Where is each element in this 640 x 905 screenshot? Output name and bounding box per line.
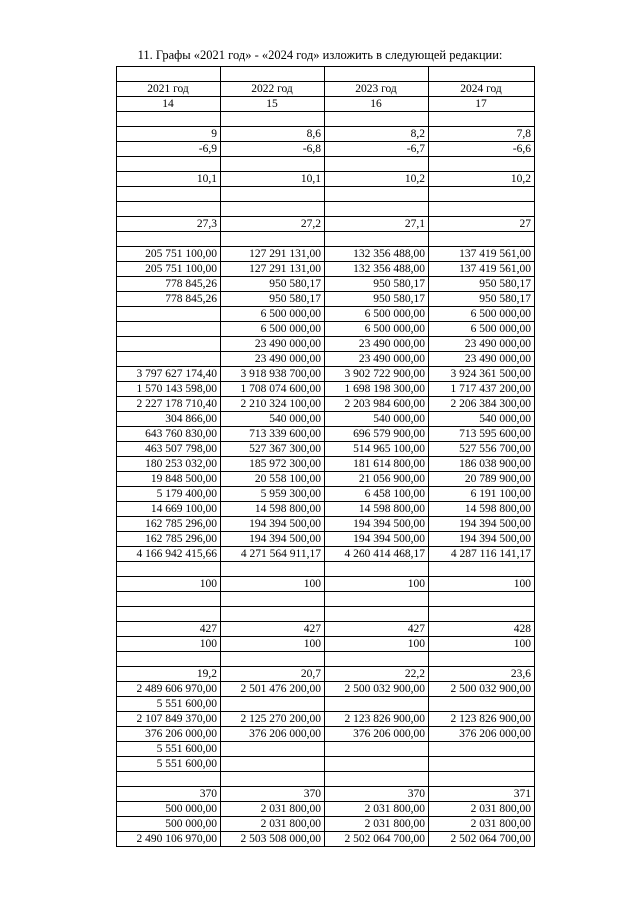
table-cell-col-2: 23 490 000,00 bbox=[221, 337, 325, 352]
table-cell-col-1: 2 490 106 970,00 bbox=[117, 832, 221, 847]
table-cell-col-3: 2 203 984 600,00 bbox=[325, 397, 429, 412]
table-cell-col-3 bbox=[325, 772, 429, 787]
table-cell-col-4: 1 717 437 200,00 bbox=[429, 382, 535, 397]
blank-row bbox=[117, 607, 535, 622]
table-cell-col-1 bbox=[117, 352, 221, 367]
table-cell-col-4: 137 419 561,00 bbox=[429, 262, 535, 277]
table-cell-col-4: 2 206 384 300,00 bbox=[429, 397, 535, 412]
table-row bbox=[117, 712, 535, 727]
table-cell-col-3: 2 123 826 900,00 bbox=[325, 712, 429, 727]
table-cell-col-2: -6,8 bbox=[221, 142, 325, 157]
table-header-row bbox=[117, 82, 535, 97]
table-cell-col-4 bbox=[429, 697, 535, 712]
blank-row bbox=[117, 112, 535, 127]
table-cell-col-4 bbox=[429, 232, 535, 247]
blank-row bbox=[117, 67, 535, 82]
table-cell-col-4: 186 038 900,00 bbox=[429, 457, 535, 472]
table-cell-col-3: -6,7 bbox=[325, 142, 429, 157]
table-cell-col-1: 463 507 798,00 bbox=[117, 442, 221, 457]
table-cell-col-4: 4 287 116 141,17 bbox=[429, 547, 535, 562]
table-cell-col-4 bbox=[429, 202, 535, 217]
table-cell-col-2 bbox=[221, 232, 325, 247]
table-cell-col-2: 4 271 564 911,17 bbox=[221, 547, 325, 562]
blank-row bbox=[117, 187, 535, 202]
table-cell-col-2: 127 291 131,00 bbox=[221, 247, 325, 262]
table-cell-col-1: 778 845,26 bbox=[117, 277, 221, 292]
table-cell-col-3: 6 500 000,00 bbox=[325, 307, 429, 322]
table-cell-col-3: 6 500 000,00 bbox=[325, 322, 429, 337]
table-cell-col-2 bbox=[221, 757, 325, 772]
table-cell-col-3: 23 490 000,00 bbox=[325, 352, 429, 367]
table-cell-col-2: 27,2 bbox=[221, 217, 325, 232]
table-cell-col-4: 10,2 bbox=[429, 172, 535, 187]
table-cell-col-2: 950 580,17 bbox=[221, 277, 325, 292]
table-cell-col-3 bbox=[325, 562, 429, 577]
table-cell-col-3: 376 206 000,00 bbox=[325, 727, 429, 742]
table-cell-col-2: 376 206 000,00 bbox=[221, 727, 325, 742]
table-cell-col-2: 2 210 324 100,00 bbox=[221, 397, 325, 412]
table-cell-col-2 bbox=[221, 562, 325, 577]
table-cell-col-2: 194 394 500,00 bbox=[221, 517, 325, 532]
table-cell-col-2: 6 500 000,00 bbox=[221, 307, 325, 322]
table-cell-col-2 bbox=[221, 157, 325, 172]
table-cell-col-1 bbox=[117, 337, 221, 352]
table-row bbox=[117, 337, 535, 352]
table-cell-col-2 bbox=[221, 652, 325, 667]
table-row bbox=[117, 367, 535, 382]
table-cell-col-1: 19,2 bbox=[117, 667, 221, 682]
table-row bbox=[117, 142, 535, 157]
table-cell-col-4: 23,6 bbox=[429, 667, 535, 682]
table-cell-col-2: 2 503 508 000,00 bbox=[221, 832, 325, 847]
table-row bbox=[117, 307, 535, 322]
table-cell-col-1: 205 751 100,00 bbox=[117, 262, 221, 277]
table-row bbox=[117, 217, 535, 232]
table-cell-col-3: 2 500 032 900,00 bbox=[325, 682, 429, 697]
table-row bbox=[117, 667, 535, 682]
table-cell-col-3: 100 bbox=[325, 577, 429, 592]
table-cell-col-1: 100 bbox=[117, 577, 221, 592]
table-cell-col-3: 427 bbox=[325, 622, 429, 637]
table-cell-col-1 bbox=[117, 307, 221, 322]
table-cell-col-3 bbox=[325, 607, 429, 622]
table-cell-col-1 bbox=[117, 187, 221, 202]
table-cell-col-2 bbox=[221, 697, 325, 712]
table-cell-col-4 bbox=[429, 757, 535, 772]
table-cell-col-3: 950 580,17 bbox=[325, 292, 429, 307]
table-cell-col-1: 370 bbox=[117, 787, 221, 802]
table-cell-col-3: 4 260 414 468,17 bbox=[325, 547, 429, 562]
table-cell-col-3: 2023 год bbox=[325, 82, 429, 97]
table-cell-col-1 bbox=[117, 592, 221, 607]
table-row bbox=[117, 532, 535, 547]
table-cell-col-1 bbox=[117, 607, 221, 622]
table-cell-col-1 bbox=[117, 157, 221, 172]
table-cell-col-2: 6 500 000,00 bbox=[221, 322, 325, 337]
table-cell-col-3 bbox=[325, 592, 429, 607]
table-cell-col-3: 370 bbox=[325, 787, 429, 802]
table-cell-col-4: 3 924 361 500,00 bbox=[429, 367, 535, 382]
table-row bbox=[117, 682, 535, 697]
table-cell-col-1: 500 000,00 bbox=[117, 802, 221, 817]
table-cell-col-4: 6 500 000,00 bbox=[429, 307, 535, 322]
table-row bbox=[117, 487, 535, 502]
table-cell-col-4: 20 789 900,00 bbox=[429, 472, 535, 487]
table-cell-col-3: 22,2 bbox=[325, 667, 429, 682]
table-cell-col-4 bbox=[429, 157, 535, 172]
table-cell-col-2: 427 bbox=[221, 622, 325, 637]
table-cell-col-2: 185 972 300,00 bbox=[221, 457, 325, 472]
table-cell-col-2: 10,1 bbox=[221, 172, 325, 187]
table-cell-col-2: 15 bbox=[221, 97, 325, 112]
table-cell-col-4: 371 bbox=[429, 787, 535, 802]
table-cell-col-3: 540 000,00 bbox=[325, 412, 429, 427]
table-cell-col-1: 14 669 100,00 bbox=[117, 502, 221, 517]
table-cell-col-4 bbox=[429, 742, 535, 757]
table-row bbox=[117, 127, 535, 142]
table-cell-col-1: 205 751 100,00 bbox=[117, 247, 221, 262]
table-row bbox=[117, 742, 535, 757]
table-cell-col-4: 100 bbox=[429, 577, 535, 592]
table-row bbox=[117, 727, 535, 742]
table-cell-col-4: 7,8 bbox=[429, 127, 535, 142]
table-cell-col-4: 100 bbox=[429, 637, 535, 652]
table-cell-col-1: 14 bbox=[117, 97, 221, 112]
table-cell-col-2: 100 bbox=[221, 577, 325, 592]
table-row bbox=[117, 802, 535, 817]
table-row bbox=[117, 622, 535, 637]
table-cell-col-1: 100 bbox=[117, 637, 221, 652]
table-cell-col-3 bbox=[325, 157, 429, 172]
table-cell-col-2: 713 339 600,00 bbox=[221, 427, 325, 442]
table-cell-col-3: 194 394 500,00 bbox=[325, 532, 429, 547]
table-cell-col-4: 23 490 000,00 bbox=[429, 352, 535, 367]
table-cell-col-3 bbox=[325, 202, 429, 217]
table-row bbox=[117, 412, 535, 427]
table-cell-col-3 bbox=[325, 757, 429, 772]
table-row bbox=[117, 457, 535, 472]
table-cell-col-4: 6 191 100,00 bbox=[429, 487, 535, 502]
table-cell-col-1: 180 253 032,00 bbox=[117, 457, 221, 472]
table-cell-col-1: 162 785 296,00 bbox=[117, 532, 221, 547]
table-cell-col-3: 6 458 100,00 bbox=[325, 487, 429, 502]
table-cell-col-4 bbox=[429, 112, 535, 127]
table-cell-col-3: 950 580,17 bbox=[325, 277, 429, 292]
table-cell-col-3 bbox=[325, 742, 429, 757]
table-cell-col-4: 2 502 064 700,00 bbox=[429, 832, 535, 847]
table-cell-col-2: 23 490 000,00 bbox=[221, 352, 325, 367]
table-row bbox=[117, 757, 535, 772]
table-cell-col-2 bbox=[221, 772, 325, 787]
blank-row bbox=[117, 562, 535, 577]
blank-row bbox=[117, 772, 535, 787]
table-cell-col-3 bbox=[325, 652, 429, 667]
data-table bbox=[116, 66, 535, 847]
table-cell-col-4: 2 123 826 900,00 bbox=[429, 712, 535, 727]
table-cell-col-2 bbox=[221, 742, 325, 757]
table-cell-col-3: 1 698 198 300,00 bbox=[325, 382, 429, 397]
table-row bbox=[117, 517, 535, 532]
table-cell-col-2: 2 031 800,00 bbox=[221, 817, 325, 832]
table-cell-col-2 bbox=[221, 112, 325, 127]
table-cell-col-2: 2022 год bbox=[221, 82, 325, 97]
table-row bbox=[117, 637, 535, 652]
table-cell-col-2: 3 918 938 700,00 bbox=[221, 367, 325, 382]
table-cell-col-3: 100 bbox=[325, 637, 429, 652]
column-number-row bbox=[117, 97, 535, 112]
table-cell-col-2: 14 598 800,00 bbox=[221, 502, 325, 517]
table-cell-col-3: 181 614 800,00 bbox=[325, 457, 429, 472]
table-cell-col-4 bbox=[429, 67, 535, 82]
table-cell-col-3: 132 356 488,00 bbox=[325, 247, 429, 262]
table-cell-col-4: 194 394 500,00 bbox=[429, 517, 535, 532]
table-cell-col-4 bbox=[429, 607, 535, 622]
table-cell-col-2: 540 000,00 bbox=[221, 412, 325, 427]
table-row bbox=[117, 577, 535, 592]
table-cell-col-1 bbox=[117, 772, 221, 787]
table-cell-col-2 bbox=[221, 187, 325, 202]
table-cell-col-4: 6 500 000,00 bbox=[429, 322, 535, 337]
table-row bbox=[117, 817, 535, 832]
table-cell-col-1: 304 866,00 bbox=[117, 412, 221, 427]
blank-row bbox=[117, 592, 535, 607]
table-cell-col-1: 5 551 600,00 bbox=[117, 742, 221, 757]
table-cell-col-1: 2021 год bbox=[117, 82, 221, 97]
table-cell-col-3: 2 031 800,00 bbox=[325, 817, 429, 832]
table-cell-col-1: 19 848 500,00 bbox=[117, 472, 221, 487]
table-cell-col-3: 194 394 500,00 bbox=[325, 517, 429, 532]
table-row bbox=[117, 397, 535, 412]
table-row bbox=[117, 502, 535, 517]
table-row bbox=[117, 832, 535, 847]
table-cell-col-4: 23 490 000,00 bbox=[429, 337, 535, 352]
table-cell-col-2: 2 125 270 200,00 bbox=[221, 712, 325, 727]
table-cell-col-1: 162 785 296,00 bbox=[117, 517, 221, 532]
table-cell-col-4: 2024 год bbox=[429, 82, 535, 97]
table-row bbox=[117, 382, 535, 397]
table-cell-col-3: 8,2 bbox=[325, 127, 429, 142]
table-cell-col-4: 17 bbox=[429, 97, 535, 112]
table-cell-col-3: 132 356 488,00 bbox=[325, 262, 429, 277]
table-row bbox=[117, 547, 535, 562]
table-cell-col-4: 428 bbox=[429, 622, 535, 637]
table-cell-col-3: 2 502 064 700,00 bbox=[325, 832, 429, 847]
table-cell-col-1: 27,3 bbox=[117, 217, 221, 232]
table-cell-col-1: 778 845,26 bbox=[117, 292, 221, 307]
table-cell-col-3: 27,1 bbox=[325, 217, 429, 232]
table-cell-col-1: 427 bbox=[117, 622, 221, 637]
table-cell-col-4 bbox=[429, 592, 535, 607]
table-cell-col-1: 500 000,00 bbox=[117, 817, 221, 832]
table-cell-col-3 bbox=[325, 67, 429, 82]
table-cell-col-3: 23 490 000,00 bbox=[325, 337, 429, 352]
table-cell-col-1 bbox=[117, 652, 221, 667]
table-cell-col-2: 527 367 300,00 bbox=[221, 442, 325, 457]
table-cell-col-1: 5 551 600,00 bbox=[117, 697, 221, 712]
blank-row bbox=[117, 157, 535, 172]
table-row bbox=[117, 787, 535, 802]
table-cell-col-4: 713 595 600,00 bbox=[429, 427, 535, 442]
table-cell-col-2: 194 394 500,00 bbox=[221, 532, 325, 547]
table-row bbox=[117, 292, 535, 307]
table-cell-col-4: 194 394 500,00 bbox=[429, 532, 535, 547]
table-cell-col-4: 27 bbox=[429, 217, 535, 232]
table-cell-col-4 bbox=[429, 187, 535, 202]
table-cell-col-4: -6,6 bbox=[429, 142, 535, 157]
table-row bbox=[117, 697, 535, 712]
table-cell-col-1 bbox=[117, 562, 221, 577]
table-cell-col-1: 5 551 600,00 bbox=[117, 757, 221, 772]
table-cell-col-1: 1 570 143 598,00 bbox=[117, 382, 221, 397]
table-cell-col-2 bbox=[221, 67, 325, 82]
table-cell-col-2: 1 708 074 600,00 bbox=[221, 382, 325, 397]
table-cell-col-1 bbox=[117, 202, 221, 217]
table-cell-col-4: 14 598 800,00 bbox=[429, 502, 535, 517]
table-cell-col-1: -6,9 bbox=[117, 142, 221, 157]
table-row bbox=[117, 352, 535, 367]
table-cell-col-2: 8,6 bbox=[221, 127, 325, 142]
table-cell-col-3: 3 902 722 900,00 bbox=[325, 367, 429, 382]
table-cell-col-4: 2 031 800,00 bbox=[429, 817, 535, 832]
table-cell-col-2 bbox=[221, 592, 325, 607]
table-cell-col-1 bbox=[117, 232, 221, 247]
page-title: 11. Графы «2021 год» - «2024 год» изложить в следующей редакции: bbox=[137, 48, 503, 62]
table-row bbox=[117, 172, 535, 187]
table-cell-col-3: 696 579 900,00 bbox=[325, 427, 429, 442]
table-cell-col-4: 527 556 700,00 bbox=[429, 442, 535, 457]
table-cell-col-1 bbox=[117, 67, 221, 82]
table-cell-col-3 bbox=[325, 112, 429, 127]
table-cell-col-1: 643 760 830,00 bbox=[117, 427, 221, 442]
table-cell-col-2: 20,7 bbox=[221, 667, 325, 682]
table-cell-col-2: 2 031 800,00 bbox=[221, 802, 325, 817]
blank-row bbox=[117, 652, 535, 667]
table-cell-col-1: 2 227 178 710,40 bbox=[117, 397, 221, 412]
table-cell-col-4 bbox=[429, 652, 535, 667]
table-cell-col-1: 2 489 606 970,00 bbox=[117, 682, 221, 697]
table-cell-col-1: 3 797 627 174,40 bbox=[117, 367, 221, 382]
table-cell-col-2 bbox=[221, 202, 325, 217]
table-cell-col-4: 137 419 561,00 bbox=[429, 247, 535, 262]
table-row bbox=[117, 442, 535, 457]
table-cell-col-1: 376 206 000,00 bbox=[117, 727, 221, 742]
table-row bbox=[117, 277, 535, 292]
blank-row bbox=[117, 232, 535, 247]
table-cell-col-2 bbox=[221, 607, 325, 622]
table-cell-col-3: 16 bbox=[325, 97, 429, 112]
table-body bbox=[117, 67, 535, 847]
table-cell-col-4 bbox=[429, 772, 535, 787]
table-cell-col-2: 127 291 131,00 bbox=[221, 262, 325, 277]
table-cell-col-4: 950 580,17 bbox=[429, 277, 535, 292]
table-row bbox=[117, 322, 535, 337]
table-row bbox=[117, 427, 535, 442]
table-cell-col-3 bbox=[325, 187, 429, 202]
table-cell-col-2: 5 959 300,00 bbox=[221, 487, 325, 502]
table-cell-col-3: 14 598 800,00 bbox=[325, 502, 429, 517]
blank-row bbox=[117, 202, 535, 217]
table-cell-col-1: 9 bbox=[117, 127, 221, 142]
table-cell-col-1: 5 179 400,00 bbox=[117, 487, 221, 502]
table-cell-col-1 bbox=[117, 322, 221, 337]
table-cell-col-2: 100 bbox=[221, 637, 325, 652]
table-cell-col-1: 4 166 942 415,66 bbox=[117, 547, 221, 562]
table-cell-col-1 bbox=[117, 112, 221, 127]
table-cell-col-4: 540 000,00 bbox=[429, 412, 535, 427]
table-cell-col-4: 950 580,17 bbox=[429, 292, 535, 307]
table-cell-col-3: 21 056 900,00 bbox=[325, 472, 429, 487]
table-cell-col-3: 514 965 100,00 bbox=[325, 442, 429, 457]
table-cell-col-1: 10,1 bbox=[117, 172, 221, 187]
table-row bbox=[117, 472, 535, 487]
table-cell-col-3: 10,2 bbox=[325, 172, 429, 187]
table-cell-col-4: 2 031 800,00 bbox=[429, 802, 535, 817]
table-cell-col-3 bbox=[325, 232, 429, 247]
table-cell-col-2: 950 580,17 bbox=[221, 292, 325, 307]
table-cell-col-2: 20 558 100,00 bbox=[221, 472, 325, 487]
table-cell-col-2: 2 501 476 200,00 bbox=[221, 682, 325, 697]
table-cell-col-3: 2 031 800,00 bbox=[325, 802, 429, 817]
table-cell-col-2: 370 bbox=[221, 787, 325, 802]
table-cell-col-4: 2 500 032 900,00 bbox=[429, 682, 535, 697]
table-row bbox=[117, 262, 535, 277]
table-cell-col-3 bbox=[325, 697, 429, 712]
table-cell-col-4: 376 206 000,00 bbox=[429, 727, 535, 742]
table-cell-col-4 bbox=[429, 562, 535, 577]
table-row bbox=[117, 247, 535, 262]
table-cell-col-1: 2 107 849 370,00 bbox=[117, 712, 221, 727]
